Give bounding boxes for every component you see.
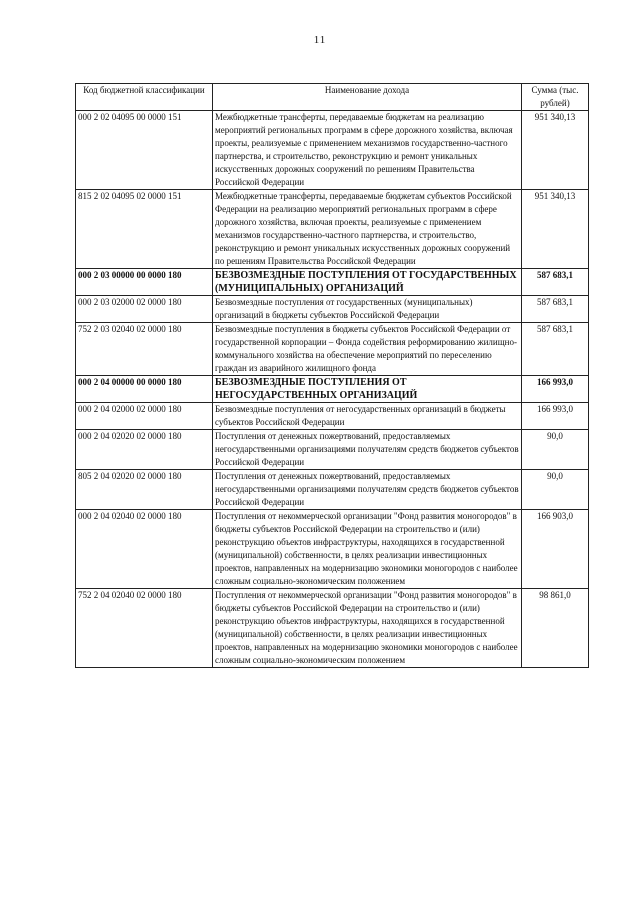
table-row bbox=[76, 296, 589, 323]
table-row bbox=[76, 269, 589, 296]
code-cell: 000 2 03 00000 00 0000 180 bbox=[76, 269, 213, 296]
code-cell: 000 2 04 02040 02 0000 180 bbox=[76, 510, 213, 589]
header-sum: Сумма (тыс. рублей) bbox=[522, 84, 589, 111]
header-name: Наименование дохода bbox=[213, 84, 522, 111]
table-row bbox=[76, 376, 589, 403]
sum-cell: 166 903,0 bbox=[522, 510, 589, 589]
sum-cell: 951 340,13 bbox=[522, 111, 589, 190]
name-cell: Поступления от некоммерческой организации "Фонд развития моногородов" в бюджеты субъектов Российской Федерации на строительство и (или) реконструкцию объектов инфраструктуры, находящихся в государственной (муниципальной) собственности, в целях реализации инвестиционных проектов, направленных на модернизацию экономики моногородов с наиболее сложным социально-экономическим положением bbox=[213, 589, 522, 668]
sum-cell: 90,0 bbox=[522, 430, 589, 470]
name-cell: Межбюджетные трансферты, передаваемые бюджетам на реализацию мероприятий региональных программ в сфере дорожного хозяйства, включая проекты, реализуемые с применением механизмов государственно-частного партнерства, и строительство, реконструкцию и ремонт уникальных искусственных дорожных сооружений по решениям Правительства Российской Федерации bbox=[213, 111, 522, 190]
name-cell: Безвозмездные поступления от негосударственных организаций в бюджеты субъектов Российской Федерации bbox=[213, 403, 522, 430]
code-cell: 000 2 04 00000 00 0000 180 bbox=[76, 376, 213, 403]
table-row bbox=[76, 403, 589, 430]
table-row bbox=[76, 111, 589, 190]
name-cell: Поступления от некоммерческой организации "Фонд развития моногородов" в бюджеты субъектов Российской Федерации на строительство и (или) реконструкцию объектов инфраструктуры, находящихся в государственной (муниципальной) собственности, в целях реализации инвестиционных проектов, направленных на модернизацию экономики моногородов с наиболее сложным социально-экономическим положением bbox=[213, 510, 522, 589]
table-header-row bbox=[76, 84, 589, 111]
sum-cell: 587 683,1 bbox=[522, 269, 589, 296]
code-cell: 752 2 04 02040 02 0000 180 bbox=[76, 589, 213, 668]
code-cell: 000 2 04 02000 02 0000 180 bbox=[76, 403, 213, 430]
name-cell: Безвозмездные поступления в бюджеты субъектов Российской Федерации от государственной корпорации – Фонда содействия реформированию жилищно-коммунального хозяйства на обеспечение мероприятий по переселению граждан из аварийного жилищного фонда bbox=[213, 323, 522, 376]
name-cell: Межбюджетные трансферты, передаваемые бюджетам субъектов Российской Федерации на реализацию мероприятий региональных программ в сфере дорожного хозяйства, включая проекты, реализуемые с применением механизмов государственно-частного партнерства, и строительство, реконструкцию и ремонт уникальных искусственных дорожных сооружений по решениям Правительства Российской Федерации bbox=[213, 190, 522, 269]
income-table bbox=[75, 83, 589, 668]
sum-cell: 951 340,13 bbox=[522, 190, 589, 269]
sum-cell: 98 861,0 bbox=[522, 589, 589, 668]
page-number: 11 bbox=[313, 34, 327, 46]
table-row bbox=[76, 430, 589, 470]
code-cell: 805 2 04 02020 02 0000 180 bbox=[76, 470, 213, 510]
table-row bbox=[76, 323, 589, 376]
table-row bbox=[76, 589, 589, 668]
sum-cell: 166 993,0 bbox=[522, 376, 589, 403]
sum-cell: 166 993,0 bbox=[522, 403, 589, 430]
table-row bbox=[76, 190, 589, 269]
code-cell: 000 2 02 04095 00 0000 151 bbox=[76, 111, 213, 190]
name-cell: Поступления от денежных пожертвований, предоставляемых негосударственными организациями получателям средств бюджетов субъектов Российской Федерации bbox=[213, 430, 522, 470]
code-cell: 815 2 02 04095 02 0000 151 bbox=[76, 190, 213, 269]
header-code: Код бюджетной классификации bbox=[76, 84, 213, 111]
name-cell: Безвозмездные поступления от государственных (муниципальных) организаций в бюджеты субъектов Российской Федерации bbox=[213, 296, 522, 323]
sum-cell: 90,0 bbox=[522, 470, 589, 510]
code-cell: 752 2 03 02040 02 0000 180 bbox=[76, 323, 213, 376]
code-cell: 000 2 04 02020 02 0000 180 bbox=[76, 430, 213, 470]
code-cell: 000 2 03 02000 02 0000 180 bbox=[76, 296, 213, 323]
name-cell: БЕЗВОЗМЕЗДНЫЕ ПОСТУПЛЕНИЯ ОТ ГОСУДАРСТВЕННЫХ (МУНИЦИПАЛЬНЫХ) ОРГАНИЗАЦИЙ bbox=[213, 269, 522, 296]
sum-cell: 587 683,1 bbox=[522, 296, 589, 323]
table-row bbox=[76, 510, 589, 589]
name-cell: БЕЗВОЗМЕЗДНЫЕ ПОСТУПЛЕНИЯ ОТ НЕГОСУДАРСТВЕННЫХ ОРГАНИЗАЦИЙ bbox=[213, 376, 522, 403]
table-row bbox=[76, 470, 589, 510]
sum-cell: 587 683,1 bbox=[522, 323, 589, 376]
name-cell: Поступления от денежных пожертвований, предоставляемых негосударственными организациями получателям средств бюджетов субъектов Российской Федерации bbox=[213, 470, 522, 510]
